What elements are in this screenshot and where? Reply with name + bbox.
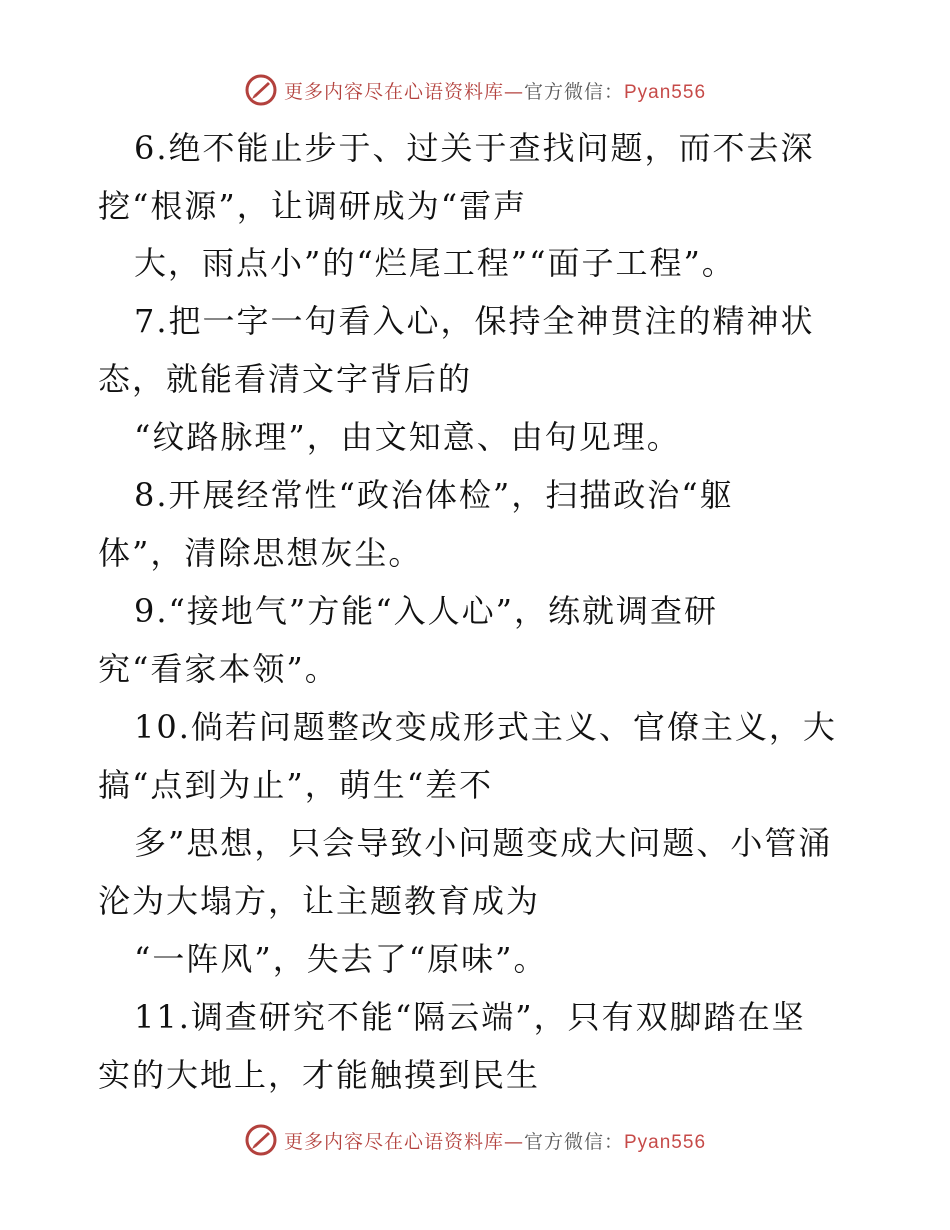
text-line: 8.开展经常性“政治体检”，扫描政治“躯	[134, 476, 734, 514]
text-line: 体”，清除思想灰尘。	[98, 534, 423, 572]
text-line: 态，就能看清文字背后的	[98, 360, 473, 398]
text-line: 6.绝不能止步于、过关于查找问题，而不去深	[134, 129, 815, 167]
brand-logo-icon	[244, 1123, 278, 1157]
header-banner-text: 更多内容尽在心语资料库—官方微信：Pyan556	[283, 80, 707, 103]
text-line: 实的大地上，才能触摸到民生	[98, 1056, 541, 1094]
text-line: 多”思想，只会导致小问题变成大问题、小管涌	[134, 824, 833, 862]
text-line: 10.倘若问题整改变成形式主义、官僚主义，大	[134, 708, 837, 746]
text-line: “纹路脉理”，由文知意、由句见理。	[134, 418, 681, 456]
text-line: 7.把一字一句看入心，保持全神贯注的精神状	[134, 302, 815, 340]
text-line: 搞“点到为止”，萌生“差不	[98, 766, 494, 804]
text-line: 沦为大塌方，让主题教育成为	[98, 882, 541, 920]
text-line: 大，雨点小”的“烂尾工程”“面子工程”。	[134, 244, 736, 282]
text-line: 究“看家本领”。	[98, 650, 339, 688]
text-line: 9.“接地气”方能“入人心”，练就调查研	[134, 592, 718, 630]
text-line: “一阵风”，失去了“原味”。	[134, 940, 548, 978]
footer-banner-text: 更多内容尽在心语资料库—官方微信：Pyan556	[283, 1130, 707, 1153]
text-line: 11.调查研究不能“隔云端”，只有双脚踏在坚	[134, 998, 806, 1036]
footer-banner	[0, 1120, 950, 1160]
text-line: 挖“根源”，让调研成为“雷声	[98, 187, 528, 225]
